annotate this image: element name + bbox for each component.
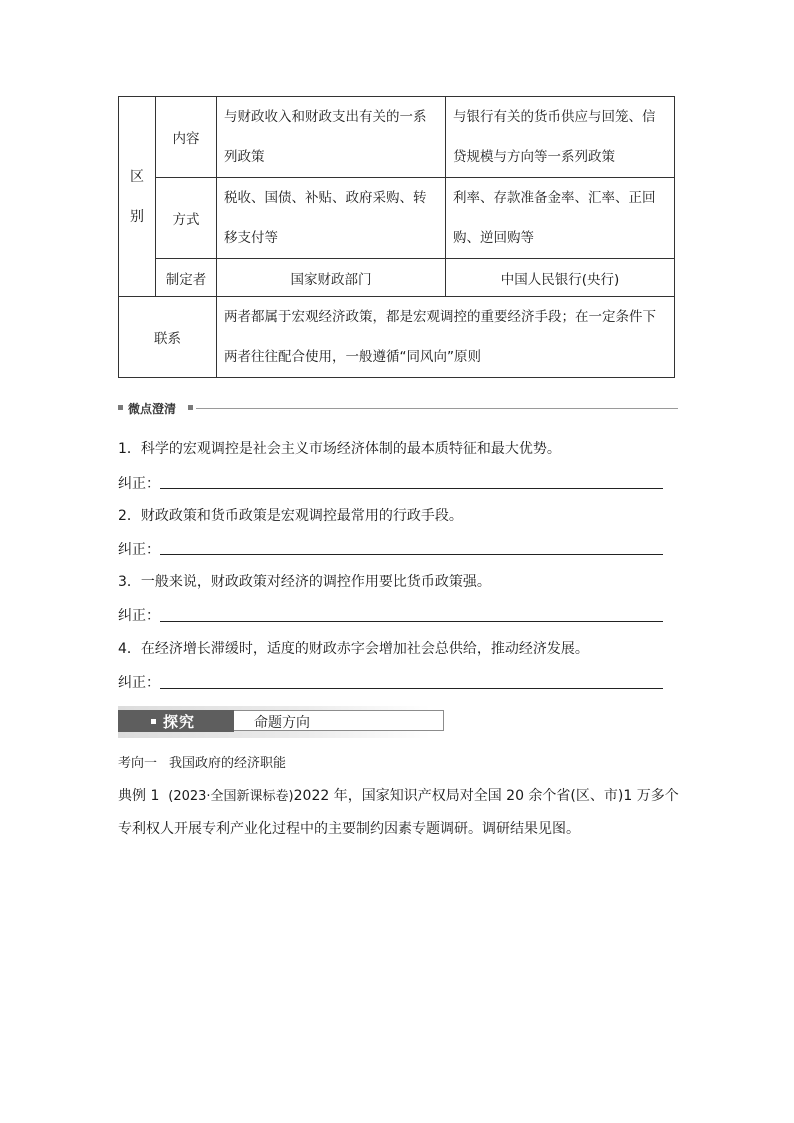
fix-answer-line-2[interactable]	[160, 554, 663, 555]
clarify-item-3: 3．一般来说，财政政策对经济的调控作用要比货币政策强。	[118, 574, 491, 590]
fiscal-maker: 国家财政部门	[217, 259, 446, 297]
square-bullet-icon	[151, 719, 156, 724]
square-bullet-icon	[188, 405, 193, 410]
fix-answer-line-1[interactable]	[160, 488, 663, 489]
qubie-cell	[119, 97, 156, 297]
row-header-maker: 制定者	[156, 259, 217, 297]
clarify-title: 微点澄清	[128, 402, 177, 416]
monetary-method: 利率、存款准备金率、汇率、正回购、逆回购等	[446, 178, 675, 259]
explore-banner	[118, 706, 430, 738]
example-paragraph	[118, 780, 688, 846]
divider-line	[196, 408, 678, 409]
row-header-method: 方式	[156, 178, 217, 259]
exam-direction	[118, 752, 298, 771]
fix-answer-line-4[interactable]	[160, 688, 663, 689]
qubie-char-2: 别	[130, 208, 144, 225]
fix-label-3: 纠正：	[118, 608, 160, 624]
example-text: 2022 年，国家知识产权局对全国 20 余个省(区、市)1 万多个专利权人开展专利产业化过程中的主要制约因素专题调研。调研结果见图。	[118, 788, 679, 837]
clarify-header	[118, 399, 678, 419]
direction-text: 我国政府的经济职能	[169, 756, 287, 771]
square-bullet-icon	[118, 405, 123, 410]
fix-label-1: 纠正：	[118, 476, 160, 492]
monetary-content: 与银行有关的货币供应与回笼、信贷规模与方向等一系列政策	[446, 97, 675, 178]
fix-answer-line-3[interactable]	[160, 621, 663, 622]
row-header-content: 内容	[156, 97, 217, 178]
clarify-item-2: 2．财政政策和货币政策是宏观调控最常用的行政手段。	[118, 508, 463, 524]
clarify-item-1: 1．科学的宏观调控是社会主义市场经济体制的最本质特征和最大优势。	[118, 441, 561, 457]
monetary-maker: 中国人民银行(央行)	[446, 259, 675, 297]
qubie-char-1: 区	[130, 168, 144, 185]
example-source: (2023·全国新课标卷)	[168, 789, 294, 804]
fix-label-2: 纠正：	[118, 542, 160, 558]
row-header-relation: 联系	[119, 297, 217, 378]
fiscal-method: 税收、国债、补贴、政府采购、转移支付等	[217, 178, 446, 259]
banner-subtitle: 命题方向	[254, 715, 310, 731]
fiscal-content: 与财政收入和财政支出有关的一系列政策	[217, 97, 446, 178]
fix-label-4: 纠正：	[118, 675, 160, 691]
policy-comparison-table	[118, 96, 675, 378]
direction-label: 考向一	[118, 756, 158, 771]
example-label: 典例 1	[118, 788, 160, 804]
relation-text: 两者都属于宏观经济政策，都是宏观调控的重要经济手段；在一定条件下两者往往配合使用，一般遵循“同风向”原则	[217, 297, 675, 378]
clarify-item-4: 4．在经济增长滞缓时，适度的财政赤字会增加社会总供给，推动经济发展。	[118, 641, 589, 657]
banner-title: 探究	[163, 713, 196, 731]
